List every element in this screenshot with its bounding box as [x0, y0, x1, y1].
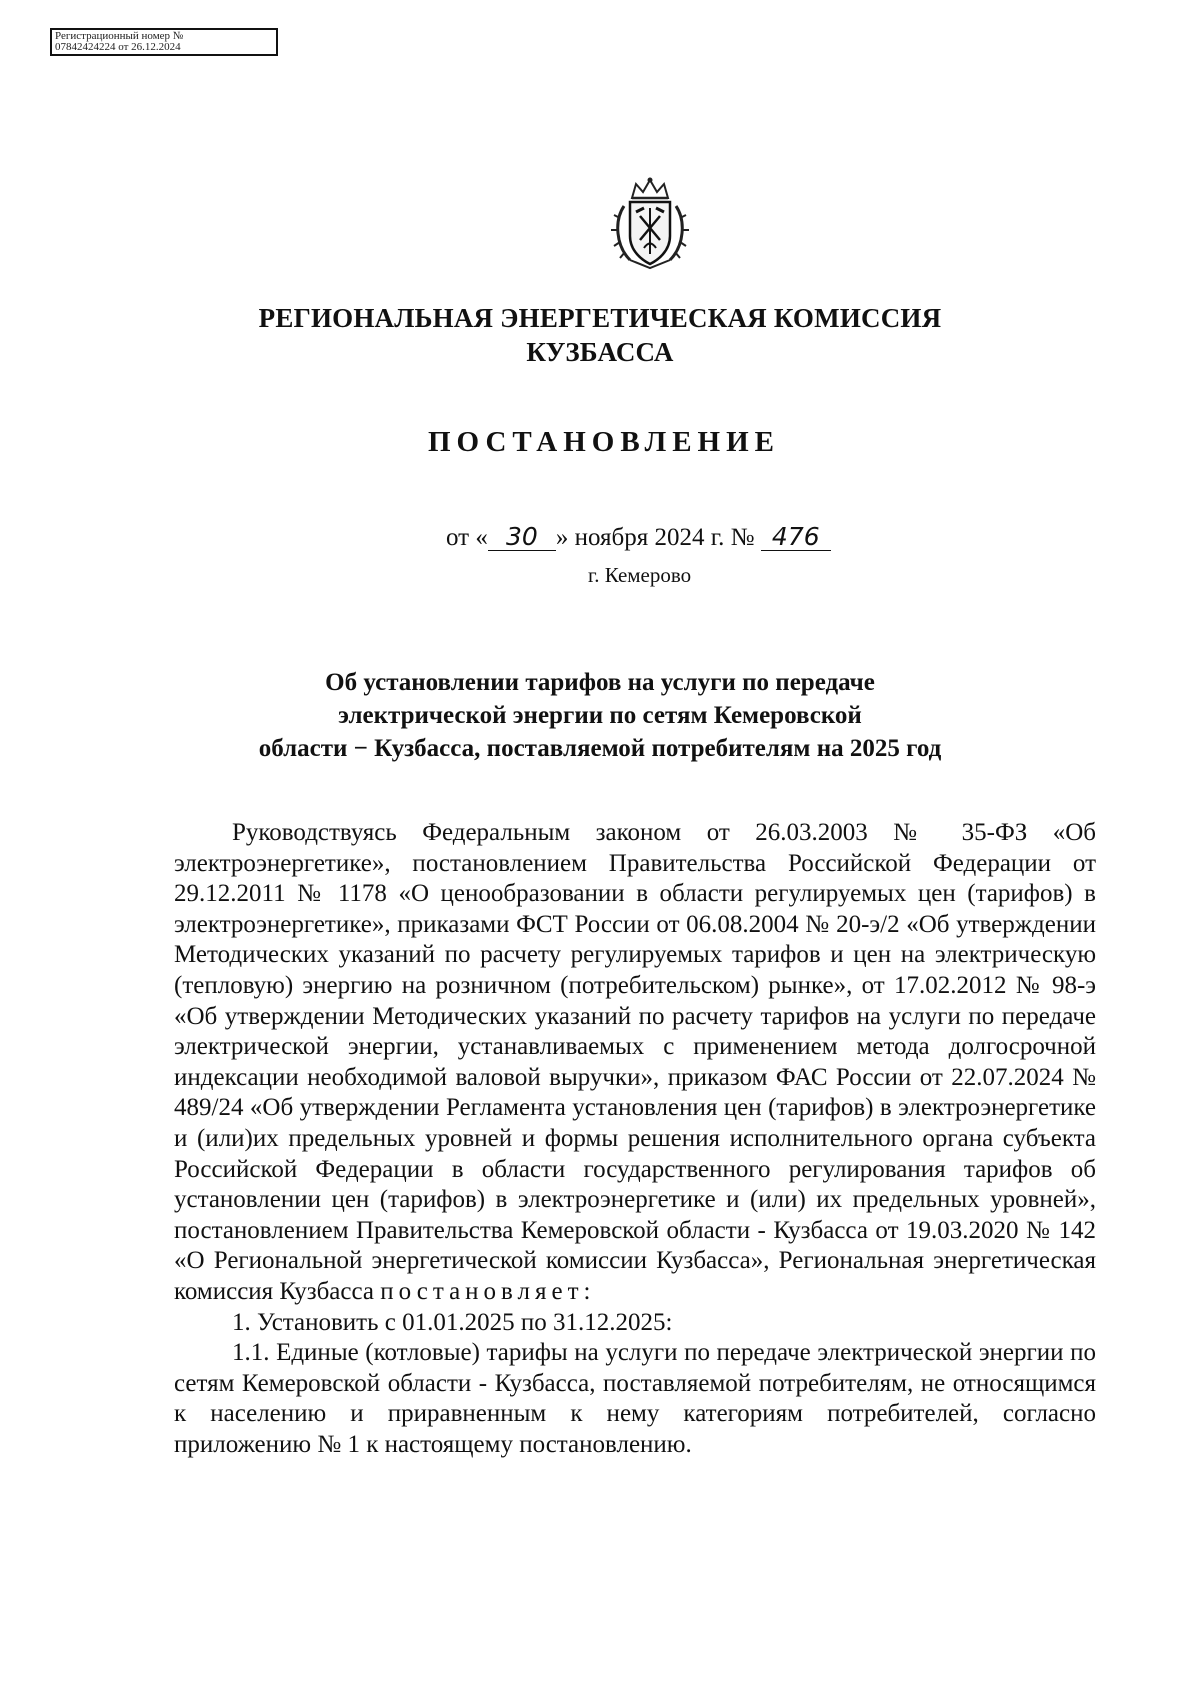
document-subject	[0, 666, 1200, 765]
organization-name-line1: РЕГИОНАЛЬНАЯ ЭНЕРГЕТИЧЕСКАЯ КОМИССИЯ	[258, 303, 942, 333]
date-month-year: » ноября 2024 г. №	[555, 524, 761, 551]
organization-name-line2: КУЗБАССА	[526, 337, 674, 367]
resolves-word: постановляет:	[380, 1277, 596, 1305]
document-type-title: ПОСТАНОВЛЕНИЕ	[427, 426, 780, 458]
item-1: 1. Установить с 01.01.2025 по 31.12.2025:	[232, 1308, 673, 1336]
date-number-line	[446, 523, 831, 552]
document-body	[174, 818, 1096, 1460]
handwritten-doc-number: 476	[761, 523, 831, 551]
registration-stamp	[50, 28, 278, 56]
subject-line2: электрической энергии по сетям Кемеровской	[338, 702, 862, 729]
kuzbass-coat-of-arms-icon	[610, 176, 690, 271]
registration-label: Регистрационный номер №	[55, 30, 184, 42]
preamble-text: Руководствуясь Федеральным законом от 26.03.2003 № 35-ФЗ «Об электроэнергетике», постановлением Правительства Российской Федерации от 29.12.2011 № 1178 «О ценообразовании в области регулируемых цен (тарифов) в электроэнергетике», приказами ФСТ России от 06.08.2004 № 20-э/2 «Об утверждении Методических указаний по расчету регулируемых тарифов и цен на электрическую (тепловую) энергию на розничном (потребительском) рынке», от 17.02.2012 № 98-э «Об утверждении Методических указаний по расчету тарифов на услуги по передаче электрической энергии, устанавливаемых с применением метода долгосрочной индексации необходимой валовой выручки», приказом ФАС России от 22.07.2024 № 489/24 «Об утверждении Регламента установления цен (тарифов) в электроэнергетике и (или)их предельных уровней и формы решения исполнительного органа субъекта Российской Федерации в области государственного регулирования тарифов об установлении цен (тарифов) в электроэнергетике и (или) их предельных уровней», постановлением Правительства Кемеровской области - Кузбасса от 19.03.2020 № 142 «О Региональной энергетической комиссии Кузбасса», Региональная энергетическая комиссия Кузбасса	[174, 819, 1096, 1305]
registration-number: 07842424224 от 26.12.2024	[55, 41, 181, 53]
handwritten-day: 30	[488, 523, 556, 551]
subject-line3: области − Кузбасса, поставляемой потребителям на 2025 год	[258, 735, 942, 762]
date-prefix: от «	[446, 524, 488, 551]
city-name: г. Кемерово	[588, 563, 692, 587]
item-1-1: 1.1. Единые (котловые) тарифы на услуги по передаче электрической энергии по сетям Кемеровской области - Кузбасса, поставляемой потребителям, не относящимся к населению и приравненным к нему категориям потребителей, согласно приложению № 1 к настоящему постановлению.	[174, 1339, 1096, 1458]
subject-line1: Об установлении тарифов на услуги по передаче	[325, 669, 875, 696]
preamble-paragraph	[174, 818, 1096, 1308]
